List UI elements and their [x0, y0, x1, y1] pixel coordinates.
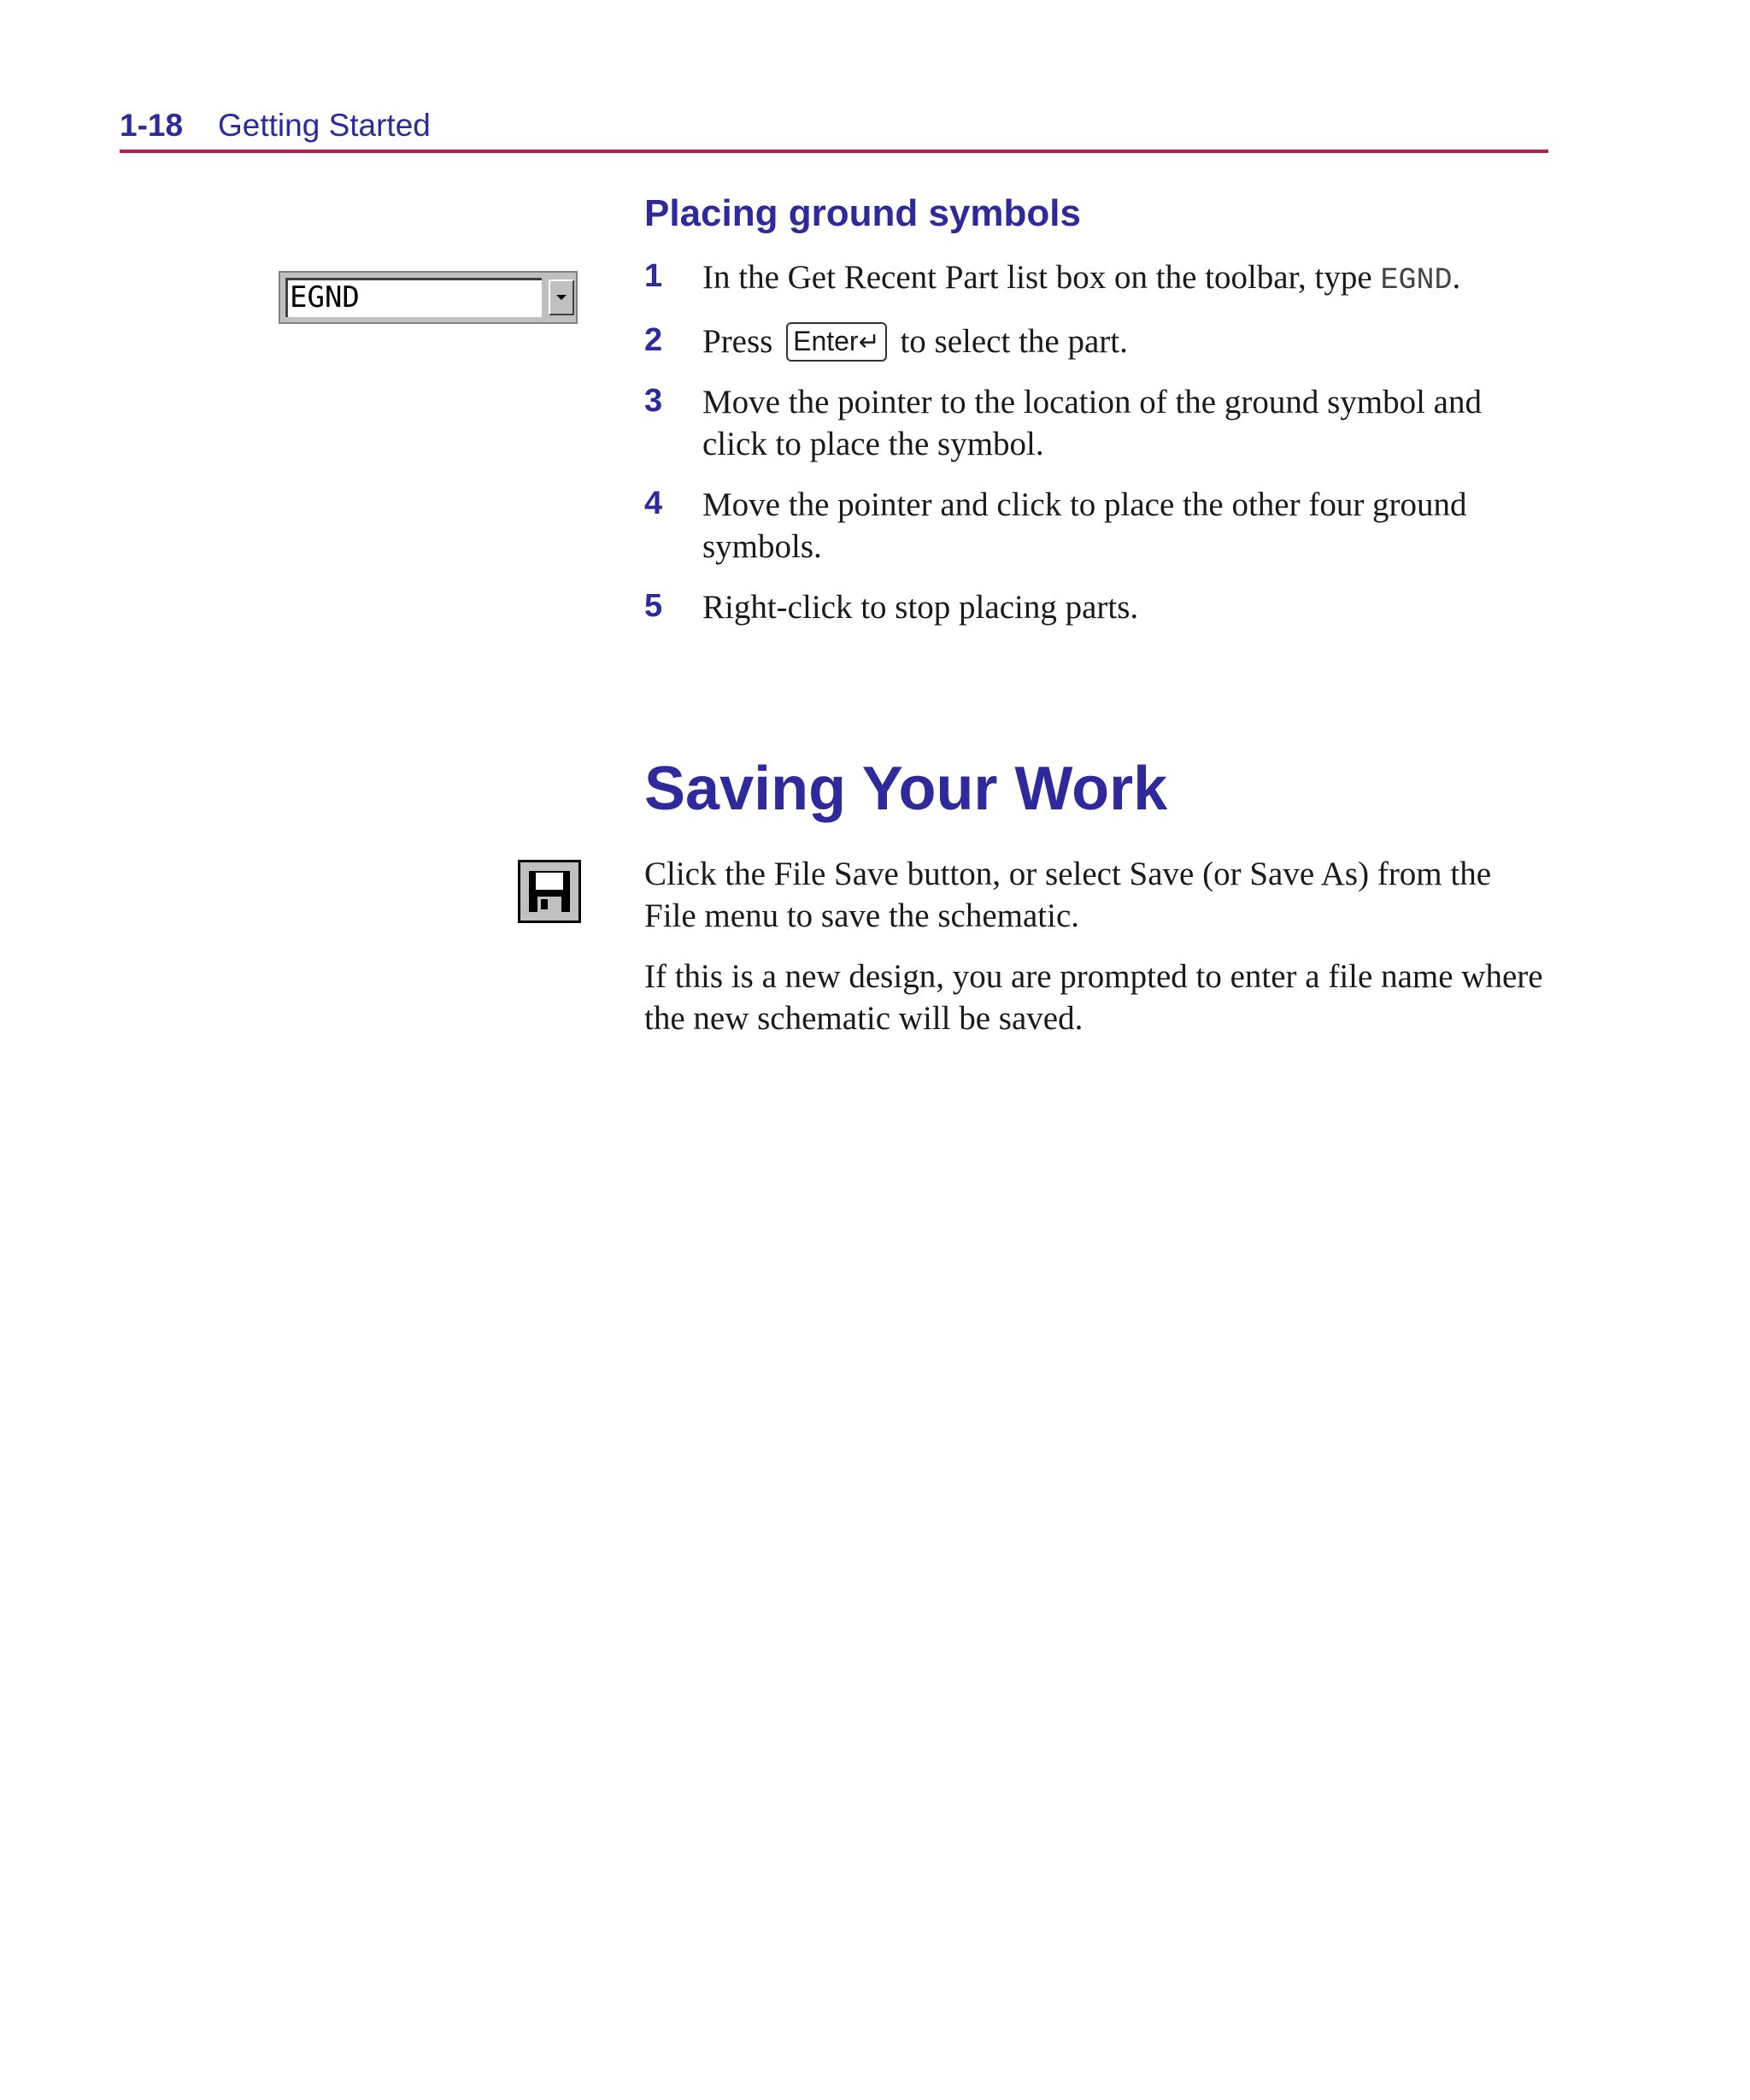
page-number: 1-18: [120, 108, 184, 143]
step-number: 4: [644, 485, 663, 521]
save-paragraph-2: If this is a new design, you are prompted to enter a file name where the new schematic will be saved.: [644, 958, 1543, 1037]
step-text: Right-click to stop placing parts.: [702, 589, 1139, 626]
save-paragraph-1: Click the File Save button, or select Save (or Save As) from the File menu to save the schematic.: [644, 856, 1492, 934]
get-recent-part-input[interactable]: EGND: [285, 278, 542, 317]
list-item: [644, 381, 1550, 465]
list-item: [644, 586, 1550, 628]
steps-list: [644, 256, 1550, 647]
step-text: Press Enter↵ to select the part.: [702, 323, 1128, 360]
list-item: [644, 484, 1550, 568]
step-number: 1: [644, 258, 663, 294]
placing-ground-heading: Placing ground symbols: [644, 192, 1081, 234]
saving-work-heading: Saving Your Work: [644, 755, 1168, 823]
page-header: [120, 104, 1548, 154]
step-text: Move the pointer to the location of the ground symbol and click to place the symbol.: [702, 384, 1482, 462]
floppy-disk-icon: [526, 868, 573, 915]
get-recent-part-combo[interactable]: [279, 271, 578, 324]
step-text: Move the pointer and click to place the other four ground symbols.: [702, 486, 1467, 565]
step-text: In the Get Recent Part list box on the toolbar, type EGND.: [702, 259, 1461, 297]
chapter-title: Getting Started: [218, 108, 431, 143]
code-egnd: EGND: [1380, 263, 1453, 297]
step-number: 3: [644, 383, 663, 419]
list-item: [644, 321, 1550, 362]
list-item: [644, 256, 1550, 302]
step-number: 2: [644, 322, 663, 358]
chevron-down-icon: [556, 295, 567, 300]
header-rule: [120, 150, 1548, 153]
enter-key: Enter↵: [786, 322, 887, 362]
file-save-button[interactable]: [518, 860, 581, 923]
combo-dropdown-button[interactable]: [549, 279, 574, 315]
step-number: 5: [644, 588, 663, 624]
enter-arrow-icon: ↵: [858, 328, 880, 356]
